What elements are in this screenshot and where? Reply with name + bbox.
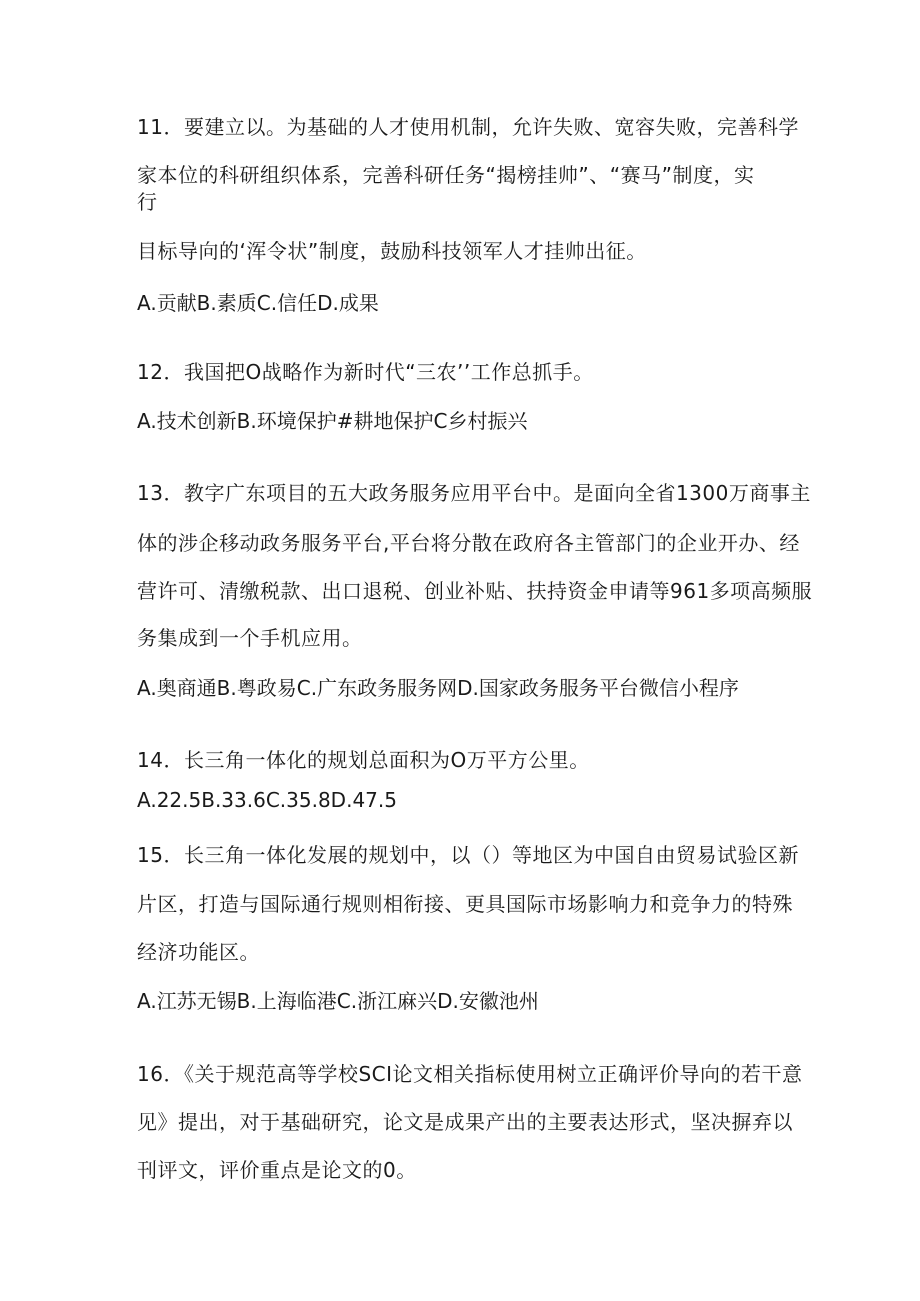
q12-line-1: 12．我国把O战略作为新时代“三农’’工作总抓手。 [137,360,594,384]
q15-options: A.江苏无锡B.上海临港C.浙江麻兴D.安徽池州 [137,989,539,1013]
q13-line-4: 务集成到一个手机应用。 [137,626,363,650]
q11-line-4: 目标导向的‘浑令状”制度，鼓励科技领军人才挂帅出征。 [137,239,647,263]
q15-line-3: 经济功能区。 [137,940,260,964]
q11-line-2: 家本位的科研组织体系，完善科研任务“揭榜挂帅”、“赛马”制度，实 [137,163,755,187]
q13-line-3: 营许可、清缴税款、出口退税、创业补贴、扶持资金申请等961多项高频服 [137,579,813,603]
q16-line-3: 刊评文，评价重点是论文的0。 [137,1158,417,1182]
q11-options: A.贡献B.素质C.信任D.成果 [137,291,379,315]
q13-line-1: 13．教字广东项目的五大政务服务应用平台中。是面向全省1300万商事主 [137,481,811,505]
q15-line-2: 片区，打造与国际通行规则相衔接、更具国际市场影响力和竞争力的特殊 [137,892,793,916]
q16-line-2: 见》提出，对于基础研究，论文是成果产出的主要表达形式，坚决摒弃以 [137,1110,793,1134]
q11-line-3: 行 [137,190,158,214]
q14-options: A.22.5B.33.6C.35.8D.47.5 [137,788,397,812]
q11-line-1: 11．要建立以。为基础的人才使用机制，允许失败、宽容失败，完善科学 [137,115,799,139]
q13-options: A.奥商通B.粤政易C.广东政务服务网D.国家政务服务平台微信小程序 [137,676,739,700]
q12-options: A.技术创新B.环境保护#耕地保护C乡村振兴 [137,409,528,433]
q14-line-1: 14．长三角一体化的规划总面积为O万平方公里。 [137,748,590,772]
q13-line-2: 体的涉企移动政务服务平台,平台将分散在政府各主管部门的企业开办、经 [137,531,800,555]
q16-line-1: 16．《关于规范高等学校SCI论文相关指标使用树立正确评价导向的若干意 [137,1062,803,1086]
q15-line-1: 15．长三角一体化发展的规划中，以（）等地区为中国自由贸易试验区新 [137,843,799,867]
